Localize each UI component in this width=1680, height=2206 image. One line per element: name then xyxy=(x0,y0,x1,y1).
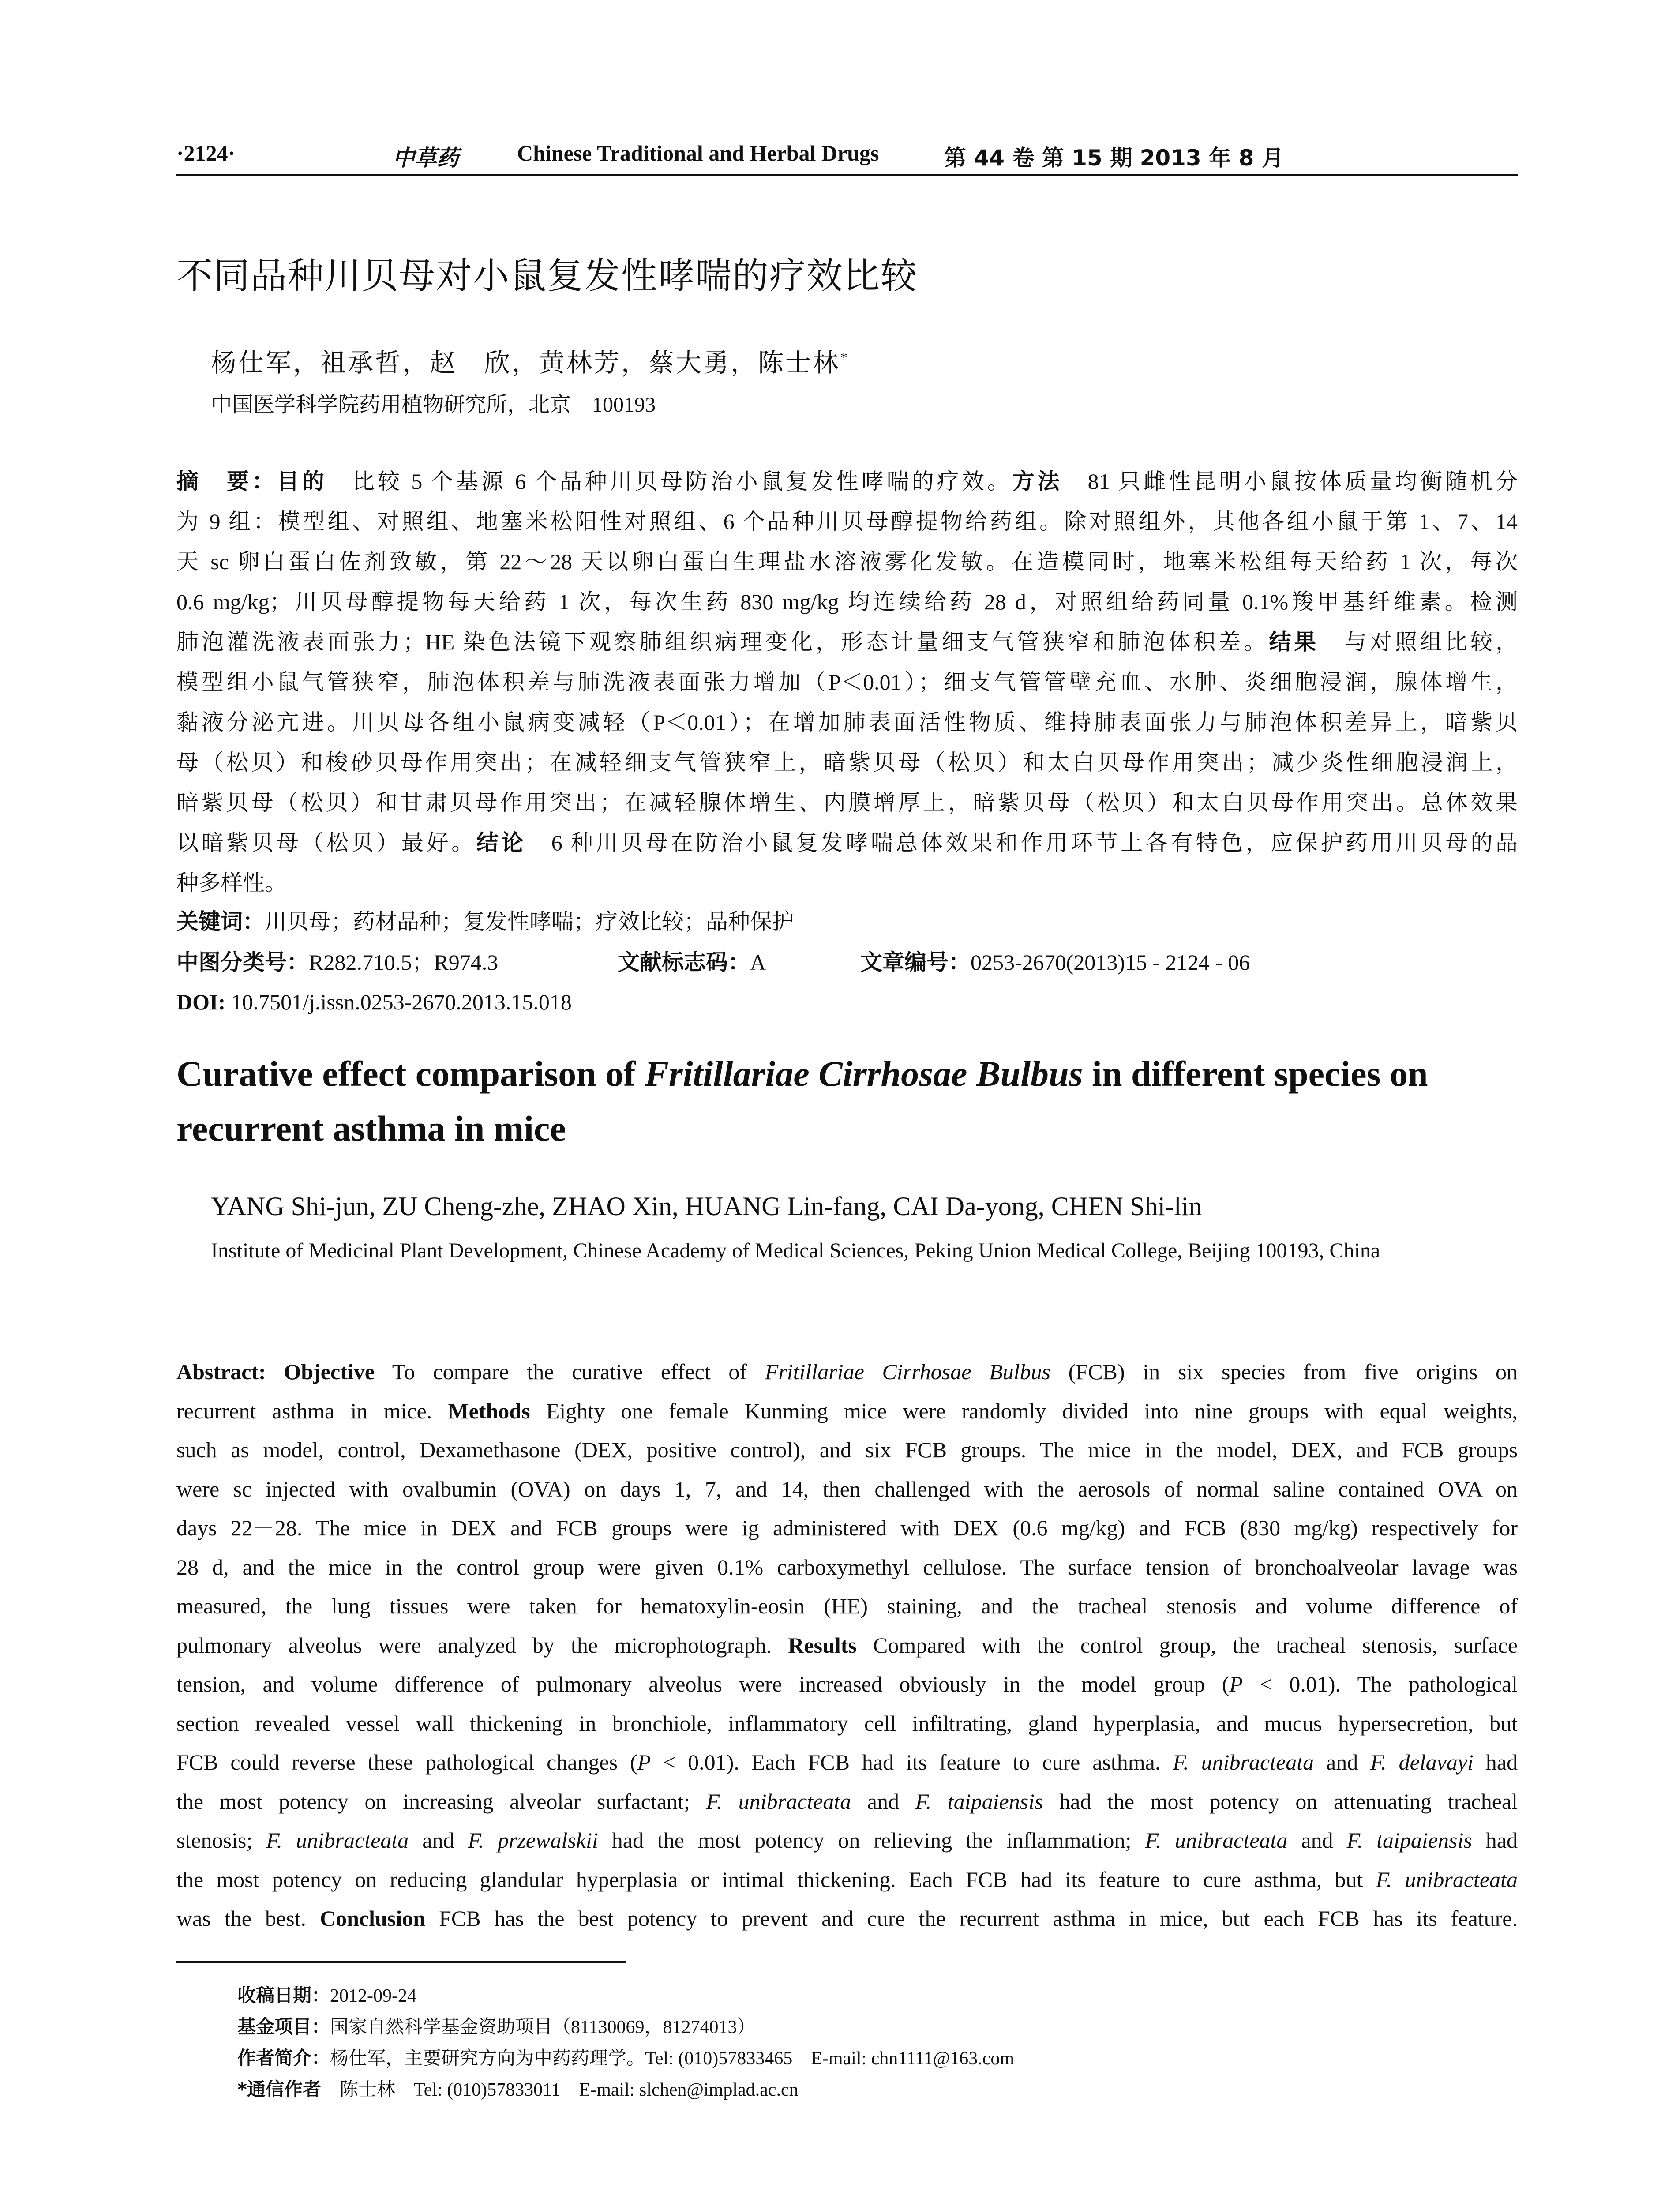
text-run: 天 sc 卵白蛋白佐剂致敏，第 22～28 天以卵白蛋白生理盐水溶液雾化发敏。在造模同时，地塞米松组每天给药 1 次，每次 xyxy=(176,549,1518,574)
text-run: Eighty one female Kunming mice were randomly divided into nine groups with equal weights, xyxy=(530,1399,1518,1423)
abstract-en-line xyxy=(176,1665,1518,1703)
clc-value: R282.710.5；R974.3 xyxy=(309,950,499,975)
text-run: section revealed vessel wall thickening in bronchiole, inflammatory cell infiltrating, gland hyperplasia, and mucus hypersecretion, but xyxy=(176,1711,1518,1736)
text-run: Conclusion xyxy=(320,1906,426,1931)
text-run: had the most potency on attenuating tracheal xyxy=(1043,1789,1518,1814)
text-run: FCB has the best potency to prevent and cure the recurrent asthma in mice, but each FCB has its feature. xyxy=(425,1906,1518,1931)
text-run: 28 d, and the mice in the control group were given 0.1% carboxymethyl cellulose. The surface tension of bronchoalveolar lavage was xyxy=(176,1555,1518,1579)
text-run: recurrent asthma in mice. xyxy=(176,1399,448,1423)
text-run: and xyxy=(1287,1828,1347,1853)
text-run: had the most potency on relieving the inflammation; xyxy=(598,1828,1145,1853)
issue-info: 第 44 卷 第 15 期 2013 年 8 月 xyxy=(944,145,1284,171)
text-run: and xyxy=(409,1828,468,1853)
text-run: F. unibracteata xyxy=(706,1789,851,1814)
text-run: Results xyxy=(788,1633,857,1658)
page-number: ·2124· xyxy=(176,141,236,165)
abstract-cn-line xyxy=(176,461,1518,501)
text-run: Compared with the control group, the tracheal stenosis, surface xyxy=(856,1633,1518,1658)
header-rule xyxy=(176,174,1518,176)
text-run: 为 9 组：模型组、对照组、地塞米松阳性对照组、6 个品种川贝母醇提物给药组。除对照组外，其他各组小鼠于第 1、7、14 xyxy=(176,509,1518,534)
text-run: 暗紫贝母（松贝）和甘肃贝母作用突出；在减轻腺体增生、内膜增厚上，暗紫贝母（松贝）和太白贝母作用突出。总体效果 xyxy=(176,790,1518,815)
text-run: in different species on recurrent asthma in mice xyxy=(176,1054,1428,1148)
text-run: FCB could reverse these pathological changes ( xyxy=(176,1750,638,1775)
text-run: F. unibracteata xyxy=(1376,1867,1518,1892)
text-run: pulmonary alveolus were analyzed by the microphotograph. xyxy=(176,1633,788,1658)
footnote-label: 基金项目： xyxy=(237,2016,330,2037)
authors-cn xyxy=(211,342,849,379)
abstract-en-line xyxy=(176,1430,1518,1469)
text-run: < 0.01). The pathological xyxy=(1243,1672,1518,1696)
text-run: 比较 5 个基源 6 个品种川贝母防治小鼠复发性哮喘的疗效。 xyxy=(327,469,1012,494)
text-run: 模型组小鼠气管狭窄，肺泡体积差与肺洗液表面张力增加（P＜0.01）；细支气管管壁充血、水肿、炎细胞浸润，腺体增生， xyxy=(176,670,1518,694)
text-run: 81 只雌性昆明小鼠按体质量均衡随机分 xyxy=(1062,469,1518,494)
clc-label: 中图分类号： xyxy=(176,949,309,975)
authors-cn-names: 杨仕军，祖承哲，赵 欣，黄林芳，蔡大勇，陈士林 xyxy=(211,349,840,377)
text-run: had xyxy=(1473,1750,1518,1775)
abstract-cn-line xyxy=(176,702,1518,742)
title-en xyxy=(176,1047,1526,1156)
abstract-cn-line xyxy=(176,622,1518,662)
text-run: 目的 xyxy=(277,469,327,494)
abstract-cn-line xyxy=(176,582,1518,622)
text-run: F. unibracteata xyxy=(1173,1750,1314,1775)
footnote-item xyxy=(237,1980,416,2011)
doi-line xyxy=(176,982,572,1022)
text-run: Fritillariae Cirrhosae Bulbus xyxy=(645,1054,1083,1094)
text-run: P xyxy=(1229,1672,1243,1696)
running-header xyxy=(176,140,1518,171)
text-run: 方法 xyxy=(1012,469,1063,494)
abstract-en-line xyxy=(176,1899,1518,1938)
text-run: the most potency on increasing alveolar surfactant; xyxy=(176,1789,706,1814)
footnote-label: 收稿日期： xyxy=(237,1985,330,2006)
text-run: the most potency on reducing glandular hyperplasia or intimal thickening. Each FCB had its feature to cure asthma, but xyxy=(176,1867,1376,1892)
text-run: 摘 要： xyxy=(176,469,277,494)
text-run: F. delavayi xyxy=(1370,1750,1474,1775)
text-run: F. unibracteata xyxy=(266,1828,409,1853)
text-run: P xyxy=(637,1750,651,1775)
abstract-en-line xyxy=(176,1352,1518,1391)
footnote-label: *通信作者 xyxy=(237,2078,321,2100)
doi-label: DOI: xyxy=(176,990,226,1014)
text-run: Abstract: Objective xyxy=(176,1359,375,1384)
text-run: F. taipaiensis xyxy=(1346,1828,1472,1853)
affiliation-en: Institute of Medicinal Plant Development, Chinese Academy of Medical Sciences, Peking Union Medical College, Beijing 100193, China xyxy=(211,1239,1380,1262)
text-run: To compare the curative effect of xyxy=(374,1359,765,1384)
text-run: 种多样性。 xyxy=(176,870,287,895)
footnote-text: 2012-09-24 xyxy=(330,1986,416,2006)
text-run: measured, the lung tissues were taken for hematoxylin-eosin (HE) staining, and the tracheal stenosis and volume difference of xyxy=(176,1594,1518,1618)
abstract-en-line xyxy=(176,1743,1518,1782)
abstract-en-line xyxy=(176,1626,1518,1665)
footnote-item xyxy=(237,2043,1014,2074)
journal-name-en: Chinese Traditional and Herbal Drugs xyxy=(517,141,879,165)
text-run: Methods xyxy=(448,1399,530,1423)
abstract-en-line xyxy=(176,1508,1518,1547)
text-run: had xyxy=(1472,1828,1518,1853)
text-run: and xyxy=(851,1789,915,1814)
title-cn: 不同品种川贝母对小鼠复发性哮喘的疗效比较 xyxy=(176,255,918,297)
text-run: 母（松贝）和梭砂贝母作用突出；在减轻细支气管狭窄上，暗紫贝母（松贝）和太白贝母作用突出；减少炎性细胞浸润上， xyxy=(176,750,1518,775)
text-run: 以暗紫贝母（松贝）最好。 xyxy=(176,830,476,855)
abstract-cn-line xyxy=(176,542,1518,582)
corresponding-mark: * xyxy=(840,349,850,366)
text-run: Fritillariae Cirrhosae Bulbus xyxy=(765,1359,1051,1384)
affiliation-cn: 中国医学科学院药用植物研究所，北京 100193 xyxy=(211,393,656,416)
text-run: (FCB) in six species from five origins on xyxy=(1050,1359,1518,1384)
footnote-label: 作者简介： xyxy=(237,2047,330,2069)
text-run: < 0.01). Each FCB had its feature to cure asthma. xyxy=(651,1750,1173,1775)
abstract-en-line xyxy=(176,1587,1518,1625)
article-no-label: 文章编号： xyxy=(860,949,971,975)
abstract-en-line xyxy=(176,1860,1518,1899)
abstract-en-line xyxy=(176,1392,1518,1430)
text-run: 黏液分泌亢进。川贝母各组小鼠病变减轻（P＜0.01）；在增加肺表面活性物质、维持肺表面张力与肺泡体积差异上，暗紫贝 xyxy=(176,710,1518,735)
text-run: 0.6 mg/kg；川贝母醇提物每天给药 1 次，每次生药 830 mg/kg 均连续给药 28 d，对照组给药同量 0.1%羧甲基纤维素。检测 xyxy=(176,589,1518,614)
footnote-rule xyxy=(176,1961,626,1963)
doc-code-value: A xyxy=(750,950,766,975)
text-run: 结论 xyxy=(476,830,527,855)
abstract-cn-line xyxy=(176,863,1518,903)
text-run: and xyxy=(1314,1750,1371,1775)
text-run: was the best. xyxy=(176,1906,320,1931)
text-run: tension, and volume difference of pulmonary alveolus were increased obviously in the model group ( xyxy=(176,1672,1230,1696)
abstract-en-line xyxy=(176,1821,1518,1860)
abstract-en-line xyxy=(176,1548,1518,1587)
doc-code-label: 文献标志码： xyxy=(618,949,750,975)
doi-value: 10.7501/j.issn.0253-2670.2013.15.018 xyxy=(231,990,572,1014)
abstract-cn-line xyxy=(176,662,1518,702)
footnote-text: 国家自然科学基金资助项目（81130069，81274013） xyxy=(330,2017,756,2037)
text-run: 与对照组比较， xyxy=(1319,630,1518,654)
abstract-cn-line xyxy=(176,502,1518,541)
text-run: 6 种川贝母在防治小鼠复发哮喘总体效果和作用环节上各有特色，应保护药用川贝母的品 xyxy=(526,830,1518,855)
text-run: days 22－28. The mice in DEX and FCB groups were ig administered with DEX (0.6 mg/kg) and FCB (830 mg/kg) respectively for xyxy=(176,1516,1518,1540)
abstract-en-line xyxy=(176,1782,1518,1821)
keywords-label: 关键词： xyxy=(176,909,265,934)
abstract-cn-line xyxy=(176,743,1518,782)
abstract-en-line xyxy=(176,1704,1518,1743)
text-run: F. przewalskii xyxy=(468,1828,598,1853)
keywords xyxy=(176,902,794,942)
text-run: stenosis; xyxy=(176,1828,266,1853)
abstract-cn-line xyxy=(176,783,1518,822)
footnote-item xyxy=(237,2011,755,2042)
text-run: 肺泡灌洗液表面张力；HE 染色法镜下观察肺组织病理变化，形态计量细支气管狭窄和肺泡体积差。 xyxy=(176,630,1269,654)
text-run: such as model, control, Dexamethasone (DEX, positive control), and six FCB groups. The mice in the model, DEX, and FCB groups xyxy=(176,1437,1518,1462)
classification-line xyxy=(176,942,1518,982)
text-run: were sc injected with ovalbumin (OVA) on days 1, 7, and 14, then challenged with the aerosols of normal saline contained OVA on xyxy=(176,1477,1518,1501)
keywords-text: 川贝母；药材品种；复发性哮喘；疗效比较；品种保护 xyxy=(265,909,794,934)
abstract-en-line xyxy=(176,1470,1518,1508)
text-run: 结果 xyxy=(1269,629,1320,655)
footnote-text: 陈士林 Tel: (010)57833011 E-mail: slchen@implad.ac.cn xyxy=(321,2080,799,2100)
text-run: Curative effect comparison of xyxy=(176,1054,645,1094)
text-run: F. unibracteata xyxy=(1145,1828,1288,1853)
footnote-text: 杨仕军，主要研究方向为中药药理学。Tel: (010)57833465 E-mail: chn1111@163.com xyxy=(330,2048,1015,2069)
footnote-item xyxy=(237,2074,799,2105)
abstract-cn-line xyxy=(176,823,1518,863)
authors-en: YANG Shi-jun, ZU Cheng-zhe, ZHAO Xin, HUANG Lin-fang, CAI Da-yong, CHEN Shi-lin xyxy=(211,1192,1202,1221)
text-run: F. taipaiensis xyxy=(915,1789,1043,1814)
article-no-value: 0253-2670(2013)15 - 2124 - 06 xyxy=(971,950,1250,975)
journal-name-cn: 中草药 xyxy=(393,145,459,171)
